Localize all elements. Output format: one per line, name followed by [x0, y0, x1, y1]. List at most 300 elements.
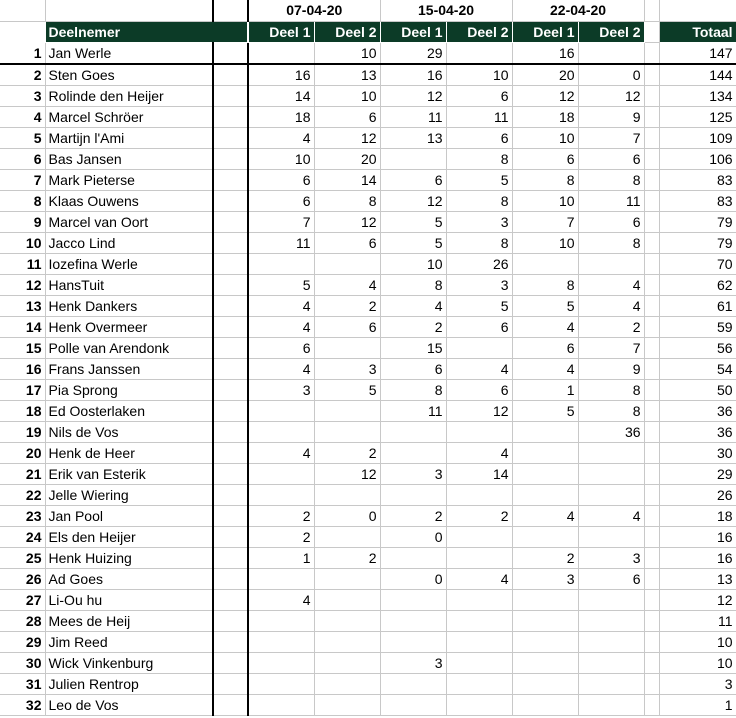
score-cell[interactable]: 0: [578, 64, 644, 86]
participant-name-cell[interactable]: Frans Janssen: [45, 358, 213, 379]
score-cell[interactable]: [380, 421, 446, 442]
score-cell[interactable]: 8: [446, 232, 512, 253]
rank-cell[interactable]: 7: [0, 169, 45, 190]
participant-name-cell[interactable]: Rolinde den Heijer: [45, 85, 213, 106]
score-cell[interactable]: [578, 631, 644, 652]
participant-name-cell[interactable]: Pia Sprong: [45, 379, 213, 400]
score-cell[interactable]: 8: [512, 274, 578, 295]
total-cell[interactable]: 30: [659, 442, 736, 463]
participant-name-cell[interactable]: Klaas Ouwens: [45, 190, 213, 211]
score-cell[interactable]: [446, 547, 512, 568]
score-cell[interactable]: 8: [314, 190, 380, 211]
score-cell[interactable]: 10: [248, 148, 314, 169]
score-cell[interactable]: [380, 484, 446, 505]
score-cell[interactable]: 7: [248, 211, 314, 232]
score-cell[interactable]: 12: [314, 211, 380, 232]
score-cell[interactable]: 11: [248, 232, 314, 253]
total-cell[interactable]: 134: [659, 85, 736, 106]
participant-name-cell[interactable]: Henk Huizing: [45, 547, 213, 568]
blank-cell[interactable]: [213, 337, 248, 358]
score-cell[interactable]: 6: [314, 316, 380, 337]
gap-cell[interactable]: [644, 148, 659, 169]
score-cell[interactable]: 5: [248, 274, 314, 295]
score-cell[interactable]: [512, 694, 578, 715]
score-cell[interactable]: [512, 589, 578, 610]
blank-cell[interactable]: [213, 631, 248, 652]
rank-cell[interactable]: 32: [0, 694, 45, 715]
score-cell[interactable]: 18: [512, 106, 578, 127]
score-cell[interactable]: [512, 610, 578, 631]
participant-name-cell[interactable]: Henk de Heer: [45, 442, 213, 463]
score-cell[interactable]: [314, 421, 380, 442]
rank-cell[interactable]: 6: [0, 148, 45, 169]
total-cell[interactable]: 10: [659, 631, 736, 652]
rank-cell[interactable]: 29: [0, 631, 45, 652]
rank-cell[interactable]: 23: [0, 505, 45, 526]
score-cell[interactable]: 8: [578, 232, 644, 253]
score-cell[interactable]: 6: [314, 106, 380, 127]
score-cell[interactable]: 8: [578, 400, 644, 421]
date-header-3[interactable]: 22-04-20: [512, 0, 644, 21]
total-cell[interactable]: 62: [659, 274, 736, 295]
score-cell[interactable]: 10: [512, 127, 578, 148]
rank-cell[interactable]: 3: [0, 85, 45, 106]
score-cell[interactable]: 2: [578, 316, 644, 337]
score-cell[interactable]: 2: [380, 505, 446, 526]
participant-header[interactable]: Deelnemer: [45, 21, 248, 42]
score-cell[interactable]: 12: [380, 85, 446, 106]
total-cell[interactable]: 16: [659, 547, 736, 568]
score-cell[interactable]: [248, 484, 314, 505]
total-header[interactable]: Totaal: [659, 21, 736, 42]
score-cell[interactable]: [380, 610, 446, 631]
total-cell[interactable]: 11: [659, 610, 736, 631]
score-cell[interactable]: 6: [446, 316, 512, 337]
gap-cell[interactable]: [644, 379, 659, 400]
gap-cell[interactable]: [644, 589, 659, 610]
score-cell[interactable]: 4: [512, 358, 578, 379]
gap-cell[interactable]: [644, 274, 659, 295]
blank-cell[interactable]: [213, 589, 248, 610]
rank-cell[interactable]: 17: [0, 379, 45, 400]
score-cell[interactable]: [578, 253, 644, 274]
participant-name-cell[interactable]: Martijn l'Ami: [45, 127, 213, 148]
rank-cell[interactable]: 24: [0, 526, 45, 547]
rank-cell[interactable]: 8: [0, 190, 45, 211]
total-cell[interactable]: 59: [659, 316, 736, 337]
score-cell[interactable]: [578, 42, 644, 64]
score-cell[interactable]: 14: [446, 463, 512, 484]
score-cell[interactable]: [314, 253, 380, 274]
gap-cell[interactable]: [644, 295, 659, 316]
participant-name-cell[interactable]: Jacco Lind: [45, 232, 213, 253]
participant-name-cell[interactable]: Mees de Heij: [45, 610, 213, 631]
score-cell[interactable]: 6: [446, 85, 512, 106]
score-cell[interactable]: [512, 526, 578, 547]
participant-name-cell[interactable]: Jan Werle: [45, 42, 213, 64]
part-header[interactable]: Deel 2: [314, 21, 380, 42]
cell[interactable]: [45, 0, 213, 21]
score-cell[interactable]: [578, 463, 644, 484]
score-cell[interactable]: 20: [512, 64, 578, 86]
gap-cell[interactable]: [644, 211, 659, 232]
blank-cell[interactable]: [213, 148, 248, 169]
score-cell[interactable]: 6: [578, 148, 644, 169]
blank-cell[interactable]: [213, 463, 248, 484]
score-cell[interactable]: [578, 652, 644, 673]
score-cell[interactable]: 12: [314, 463, 380, 484]
total-cell[interactable]: 10: [659, 652, 736, 673]
participant-name-cell[interactable]: Ad Goes: [45, 568, 213, 589]
blank-cell[interactable]: [213, 274, 248, 295]
score-cell[interactable]: 10: [512, 232, 578, 253]
score-cell[interactable]: [578, 526, 644, 547]
score-cell[interactable]: [314, 673, 380, 694]
participant-name-cell[interactable]: Jelle Wiering: [45, 484, 213, 505]
blank-cell[interactable]: [213, 127, 248, 148]
total-cell[interactable]: 29: [659, 463, 736, 484]
score-cell[interactable]: 4: [248, 442, 314, 463]
blank-cell[interactable]: [213, 232, 248, 253]
score-cell[interactable]: 6: [248, 337, 314, 358]
score-cell[interactable]: 4: [578, 505, 644, 526]
rank-cell[interactable]: 11: [0, 253, 45, 274]
score-cell[interactable]: [578, 694, 644, 715]
score-cell[interactable]: 10: [314, 42, 380, 64]
total-cell[interactable]: 83: [659, 169, 736, 190]
score-cell[interactable]: 5: [314, 379, 380, 400]
total-cell[interactable]: 79: [659, 232, 736, 253]
part-header[interactable]: Deel 1: [380, 21, 446, 42]
participant-name-cell[interactable]: Els den Heijer: [45, 526, 213, 547]
blank-cell[interactable]: [213, 169, 248, 190]
total-cell[interactable]: 12: [659, 589, 736, 610]
score-cell[interactable]: [248, 652, 314, 673]
score-cell[interactable]: 4: [314, 274, 380, 295]
rank-cell[interactable]: 28: [0, 610, 45, 631]
participant-name-cell[interactable]: Polle van Arendonk: [45, 337, 213, 358]
blank-cell[interactable]: [213, 211, 248, 232]
score-cell[interactable]: 12: [380, 190, 446, 211]
blank-cell[interactable]: [213, 42, 248, 64]
score-cell[interactable]: 3: [512, 568, 578, 589]
date-header-1[interactable]: 07-04-20: [248, 0, 380, 21]
score-cell[interactable]: [314, 400, 380, 421]
participant-name-cell[interactable]: Julien Rentrop: [45, 673, 213, 694]
score-cell[interactable]: 4: [380, 295, 446, 316]
score-cell[interactable]: [380, 589, 446, 610]
score-cell[interactable]: 2: [512, 547, 578, 568]
gap-cell[interactable]: [644, 610, 659, 631]
score-cell[interactable]: 18: [248, 106, 314, 127]
total-cell[interactable]: 144: [659, 64, 736, 86]
score-cell[interactable]: 4: [248, 316, 314, 337]
score-cell[interactable]: 6: [578, 568, 644, 589]
gap-cell[interactable]: [644, 85, 659, 106]
rank-cell[interactable]: 31: [0, 673, 45, 694]
score-cell[interactable]: [248, 610, 314, 631]
total-cell[interactable]: 56: [659, 337, 736, 358]
gap-cell[interactable]: [644, 64, 659, 86]
score-cell[interactable]: [446, 610, 512, 631]
blank-cell[interactable]: [213, 610, 248, 631]
total-cell[interactable]: 13: [659, 568, 736, 589]
score-cell[interactable]: 3: [380, 463, 446, 484]
score-cell[interactable]: [578, 484, 644, 505]
score-cell[interactable]: [446, 42, 512, 64]
score-cell[interactable]: 8: [380, 379, 446, 400]
blank-cell[interactable]: [213, 253, 248, 274]
score-cell[interactable]: 2: [446, 505, 512, 526]
score-cell[interactable]: 4: [248, 358, 314, 379]
score-cell[interactable]: 4: [512, 316, 578, 337]
participant-name-cell[interactable]: Li-Ou hu: [45, 589, 213, 610]
score-cell[interactable]: 3: [248, 379, 314, 400]
score-cell[interactable]: 4: [446, 442, 512, 463]
score-cell[interactable]: [512, 421, 578, 442]
blank-cell[interactable]: [213, 652, 248, 673]
gap-cell[interactable]: [644, 337, 659, 358]
score-cell[interactable]: [380, 148, 446, 169]
rank-header-cell[interactable]: [0, 21, 45, 42]
total-cell[interactable]: 50: [659, 379, 736, 400]
score-cell[interactable]: 5: [512, 295, 578, 316]
gap-cell[interactable]: [644, 400, 659, 421]
score-cell[interactable]: 14: [248, 85, 314, 106]
blank-cell[interactable]: [213, 547, 248, 568]
total-cell[interactable]: 79: [659, 211, 736, 232]
score-cell[interactable]: 5: [380, 211, 446, 232]
score-cell[interactable]: [380, 673, 446, 694]
score-cell[interactable]: 6: [248, 169, 314, 190]
participant-name-cell[interactable]: Sten Goes: [45, 64, 213, 86]
score-cell[interactable]: 8: [380, 274, 446, 295]
gap-cell[interactable]: [644, 421, 659, 442]
score-cell[interactable]: 4: [578, 274, 644, 295]
score-cell[interactable]: 3: [314, 358, 380, 379]
score-cell[interactable]: 2: [314, 547, 380, 568]
total-cell[interactable]: 16: [659, 526, 736, 547]
score-cell[interactable]: 3: [380, 652, 446, 673]
gap-cell[interactable]: [644, 694, 659, 715]
cell[interactable]: [644, 0, 659, 21]
gap-cell[interactable]: [644, 526, 659, 547]
score-cell[interactable]: 16: [380, 64, 446, 86]
score-cell[interactable]: [512, 652, 578, 673]
rank-cell[interactable]: 26: [0, 568, 45, 589]
blank-cell[interactable]: [213, 568, 248, 589]
score-cell[interactable]: 20: [314, 148, 380, 169]
score-cell[interactable]: [446, 526, 512, 547]
participant-name-cell[interactable]: Jim Reed: [45, 631, 213, 652]
rank-cell[interactable]: 16: [0, 358, 45, 379]
score-cell[interactable]: [248, 694, 314, 715]
score-cell[interactable]: 12: [578, 85, 644, 106]
score-cell[interactable]: [314, 568, 380, 589]
rank-cell[interactable]: 12: [0, 274, 45, 295]
blank-cell[interactable]: [213, 400, 248, 421]
score-cell[interactable]: 6: [578, 211, 644, 232]
score-cell[interactable]: 4: [512, 505, 578, 526]
part-header[interactable]: Deel 1: [248, 21, 314, 42]
total-cell[interactable]: 54: [659, 358, 736, 379]
score-cell[interactable]: 1: [512, 379, 578, 400]
score-cell[interactable]: 4: [446, 568, 512, 589]
score-cell[interactable]: [314, 589, 380, 610]
participant-name-cell[interactable]: Marcel Schröer: [45, 106, 213, 127]
participant-name-cell[interactable]: Henk Overmeer: [45, 316, 213, 337]
score-cell[interactable]: 10: [512, 190, 578, 211]
blank-cell[interactable]: [213, 85, 248, 106]
score-cell[interactable]: [446, 421, 512, 442]
score-cell[interactable]: 6: [380, 169, 446, 190]
score-cell[interactable]: 3: [446, 274, 512, 295]
rank-cell[interactable]: 18: [0, 400, 45, 421]
score-cell[interactable]: [512, 253, 578, 274]
score-cell[interactable]: 8: [578, 379, 644, 400]
score-cell[interactable]: 8: [446, 190, 512, 211]
score-cell[interactable]: [446, 589, 512, 610]
score-cell[interactable]: 2: [248, 505, 314, 526]
score-cell[interactable]: [380, 694, 446, 715]
score-cell[interactable]: [248, 463, 314, 484]
score-cell[interactable]: [446, 337, 512, 358]
score-cell[interactable]: [314, 526, 380, 547]
score-cell[interactable]: [248, 253, 314, 274]
rank-cell[interactable]: 19: [0, 421, 45, 442]
score-cell[interactable]: 1: [248, 547, 314, 568]
total-cell[interactable]: 106: [659, 148, 736, 169]
score-cell[interactable]: 4: [248, 589, 314, 610]
score-cell[interactable]: 2: [314, 295, 380, 316]
score-cell[interactable]: 4: [446, 358, 512, 379]
blank-cell[interactable]: [213, 484, 248, 505]
score-cell[interactable]: 6: [446, 127, 512, 148]
score-cell[interactable]: 4: [248, 295, 314, 316]
score-cell[interactable]: 26: [446, 253, 512, 274]
total-cell[interactable]: 36: [659, 421, 736, 442]
gap-cell[interactable]: [644, 169, 659, 190]
rank-cell[interactable]: 15: [0, 337, 45, 358]
score-cell[interactable]: 11: [446, 106, 512, 127]
gap-cell[interactable]: [644, 568, 659, 589]
score-cell[interactable]: [512, 463, 578, 484]
part-header[interactable]: Deel 2: [578, 21, 644, 42]
rank-cell[interactable]: 22: [0, 484, 45, 505]
rank-cell[interactable]: 27: [0, 589, 45, 610]
gap-cell[interactable]: [644, 484, 659, 505]
gap-cell[interactable]: [644, 42, 659, 64]
rank-cell[interactable]: 21: [0, 463, 45, 484]
score-cell[interactable]: 5: [446, 169, 512, 190]
score-cell[interactable]: 2: [248, 526, 314, 547]
cell[interactable]: [213, 0, 248, 21]
blank-cell[interactable]: [213, 190, 248, 211]
score-cell[interactable]: [314, 652, 380, 673]
gap-cell[interactable]: [644, 21, 659, 42]
participant-name-cell[interactable]: Jan Pool: [45, 505, 213, 526]
score-cell[interactable]: 10: [446, 64, 512, 86]
part-header[interactable]: Deel 2: [446, 21, 512, 42]
gap-cell[interactable]: [644, 127, 659, 148]
rank-cell[interactable]: 10: [0, 232, 45, 253]
score-cell[interactable]: 5: [446, 295, 512, 316]
score-cell[interactable]: [314, 694, 380, 715]
score-cell[interactable]: 11: [380, 106, 446, 127]
gap-cell[interactable]: [644, 463, 659, 484]
score-cell[interactable]: 6: [512, 148, 578, 169]
score-cell[interactable]: [314, 484, 380, 505]
score-cell[interactable]: 0: [380, 568, 446, 589]
participant-name-cell[interactable]: Erik van Esterik: [45, 463, 213, 484]
gap-cell[interactable]: [644, 652, 659, 673]
total-cell[interactable]: 147: [659, 42, 736, 64]
participant-name-cell[interactable]: Wick Vinkenburg: [45, 652, 213, 673]
score-cell[interactable]: 6: [314, 232, 380, 253]
score-cell[interactable]: 11: [578, 190, 644, 211]
score-cell[interactable]: [578, 673, 644, 694]
score-cell[interactable]: 9: [578, 106, 644, 127]
score-cell[interactable]: 2: [314, 442, 380, 463]
score-cell[interactable]: [446, 484, 512, 505]
score-cell[interactable]: [446, 652, 512, 673]
rank-cell[interactable]: 9: [0, 211, 45, 232]
score-cell[interactable]: 6: [248, 190, 314, 211]
participant-name-cell[interactable]: Marcel van Oort: [45, 211, 213, 232]
total-cell[interactable]: 125: [659, 106, 736, 127]
score-cell[interactable]: [578, 442, 644, 463]
gap-cell[interactable]: [644, 316, 659, 337]
gap-cell[interactable]: [644, 358, 659, 379]
blank-cell[interactable]: [213, 379, 248, 400]
blank-cell[interactable]: [213, 505, 248, 526]
total-cell[interactable]: 109: [659, 127, 736, 148]
score-cell[interactable]: 36: [578, 421, 644, 442]
gap-cell[interactable]: [644, 253, 659, 274]
score-cell[interactable]: 8: [578, 169, 644, 190]
score-cell[interactable]: 13: [314, 64, 380, 86]
rank-cell[interactable]: 25: [0, 547, 45, 568]
blank-cell[interactable]: [213, 694, 248, 715]
participant-name-cell[interactable]: Nils de Vos: [45, 421, 213, 442]
score-cell[interactable]: 0: [314, 505, 380, 526]
participant-name-cell[interactable]: Bas Jansen: [45, 148, 213, 169]
score-cell[interactable]: 9: [578, 358, 644, 379]
score-cell[interactable]: [314, 610, 380, 631]
score-cell[interactable]: 12: [446, 400, 512, 421]
total-cell[interactable]: 26: [659, 484, 736, 505]
score-cell[interactable]: 5: [512, 400, 578, 421]
score-cell[interactable]: 29: [380, 42, 446, 64]
rank-cell[interactable]: 14: [0, 316, 45, 337]
score-cell[interactable]: [446, 631, 512, 652]
participant-name-cell[interactable]: Mark Pieterse: [45, 169, 213, 190]
blank-cell[interactable]: [213, 421, 248, 442]
participant-name-cell[interactable]: Ed Oosterlaken: [45, 400, 213, 421]
total-cell[interactable]: 36: [659, 400, 736, 421]
score-cell[interactable]: 13: [380, 127, 446, 148]
score-cell[interactable]: [578, 610, 644, 631]
score-cell[interactable]: [578, 589, 644, 610]
total-cell[interactable]: 61: [659, 295, 736, 316]
score-cell[interactable]: 4: [578, 295, 644, 316]
total-cell[interactable]: 3: [659, 673, 736, 694]
score-cell[interactable]: [446, 673, 512, 694]
cell[interactable]: [659, 0, 736, 21]
score-cell[interactable]: [248, 400, 314, 421]
score-cell[interactable]: [380, 547, 446, 568]
score-cell[interactable]: 6: [380, 358, 446, 379]
